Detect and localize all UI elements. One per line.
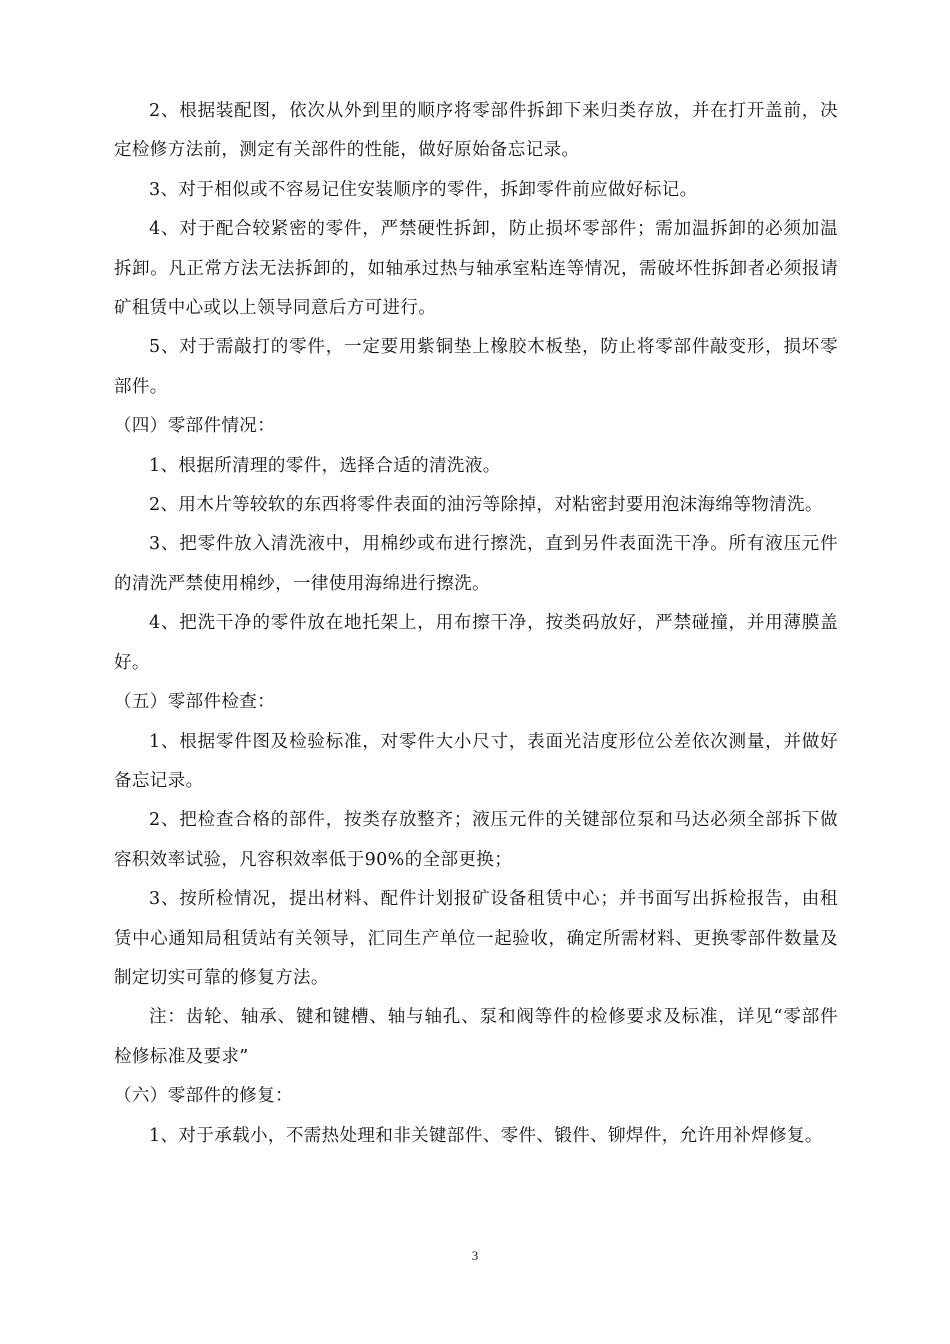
paragraph-disassembly-order: 2、根据装配图，依次从外到里的顺序将零部件拆卸下来归类存放，并在打开盖前，决定检修方法前，测定有关部件的性能，做好原始备忘记录。 [114,101,838,161]
paragraph-note: 注：齿轮、轴承、键和键槽、轴与轴孔、泵和阀等件的检修要求及标准，详见“零部件检修标准及要求” [114,1007,838,1067]
paragraph-welding-repair: 1、对于承载小，不需热处理和非关键部件、零件、锻件、铆焊件，允许用补焊修复。 [149,1125,823,1146]
page-number: 3 [471,1248,479,1263]
section-heading-parts-repair: （六）零部件的修复： [114,1086,293,1107]
paragraph-washing: 3、把零件放入清洗液中，用棉纱或布进行擦洗，直到另件表面洗干净。所有液压元件的清洗严禁使用棉纱，一律使用海绵进行擦洗。 [114,534,838,594]
paragraph-efficiency-test: 2、把检查合格的部件，按类存放整齐；液压元件的关键部位泵和马达必须全部拆下做容积效率试验，凡容积效率低于90%的全部更换； [114,810,838,870]
section-heading-parts-inspection: （五）零部件检查： [114,692,276,713]
paragraph-tight-fit: 4、对于配合较紧密的零件，严禁硬性拆卸，防止损坏零部件；需加温拆卸的必须加温拆卸。凡正常方法无法拆卸的，如轴承过热与轴承室粘连等情况，需破坏性拆卸者必须报请矿租赁中心或以上领导同意后方可进行。 [114,219,838,319]
document-body [114,92,838,1156]
section-heading-parts-condition: （四）零部件情况： [114,416,276,437]
paragraph-inspection-report: 3、按所检情况，提出材料、配件计划报矿设备租赁中心；并书面写出拆检报告，由租赁中心通知局租赁站有关领导，汇同生产单位一起验收，确定所需材料、更换零部件数量及制定切实可靠的修复方法。 [114,889,838,988]
paragraph-storage: 4、把洗干净的零件放在地托架上，用布擦干净，按类码放好，严禁碰撞，并用薄膜盖好。 [114,613,838,673]
paragraph-measurement: 1、根据零件图及检验标准，对零件大小尺寸，表面光洁度形位公差依次测量，并做好备忘记录。 [114,731,838,791]
paragraph-oil-removal: 2、用木片等较软的东西将零件表面的油污等除掉，对粘密封要用泡沫海绵等物清洗。 [149,495,823,516]
paragraph-cleaning-fluid: 1、根据所清理的零件，选择合适的清洗液。 [149,455,501,476]
paragraph-marking: 3、对于相似或不容易记住安装顺序的零件，拆卸零件前应做好标记。 [149,179,698,200]
paragraph-striking: 5、对于需敲打的零件，一定要用紫铜垫上橡胶木板垫，防止将零部件敲变形，损坏零部件。 [114,337,838,397]
